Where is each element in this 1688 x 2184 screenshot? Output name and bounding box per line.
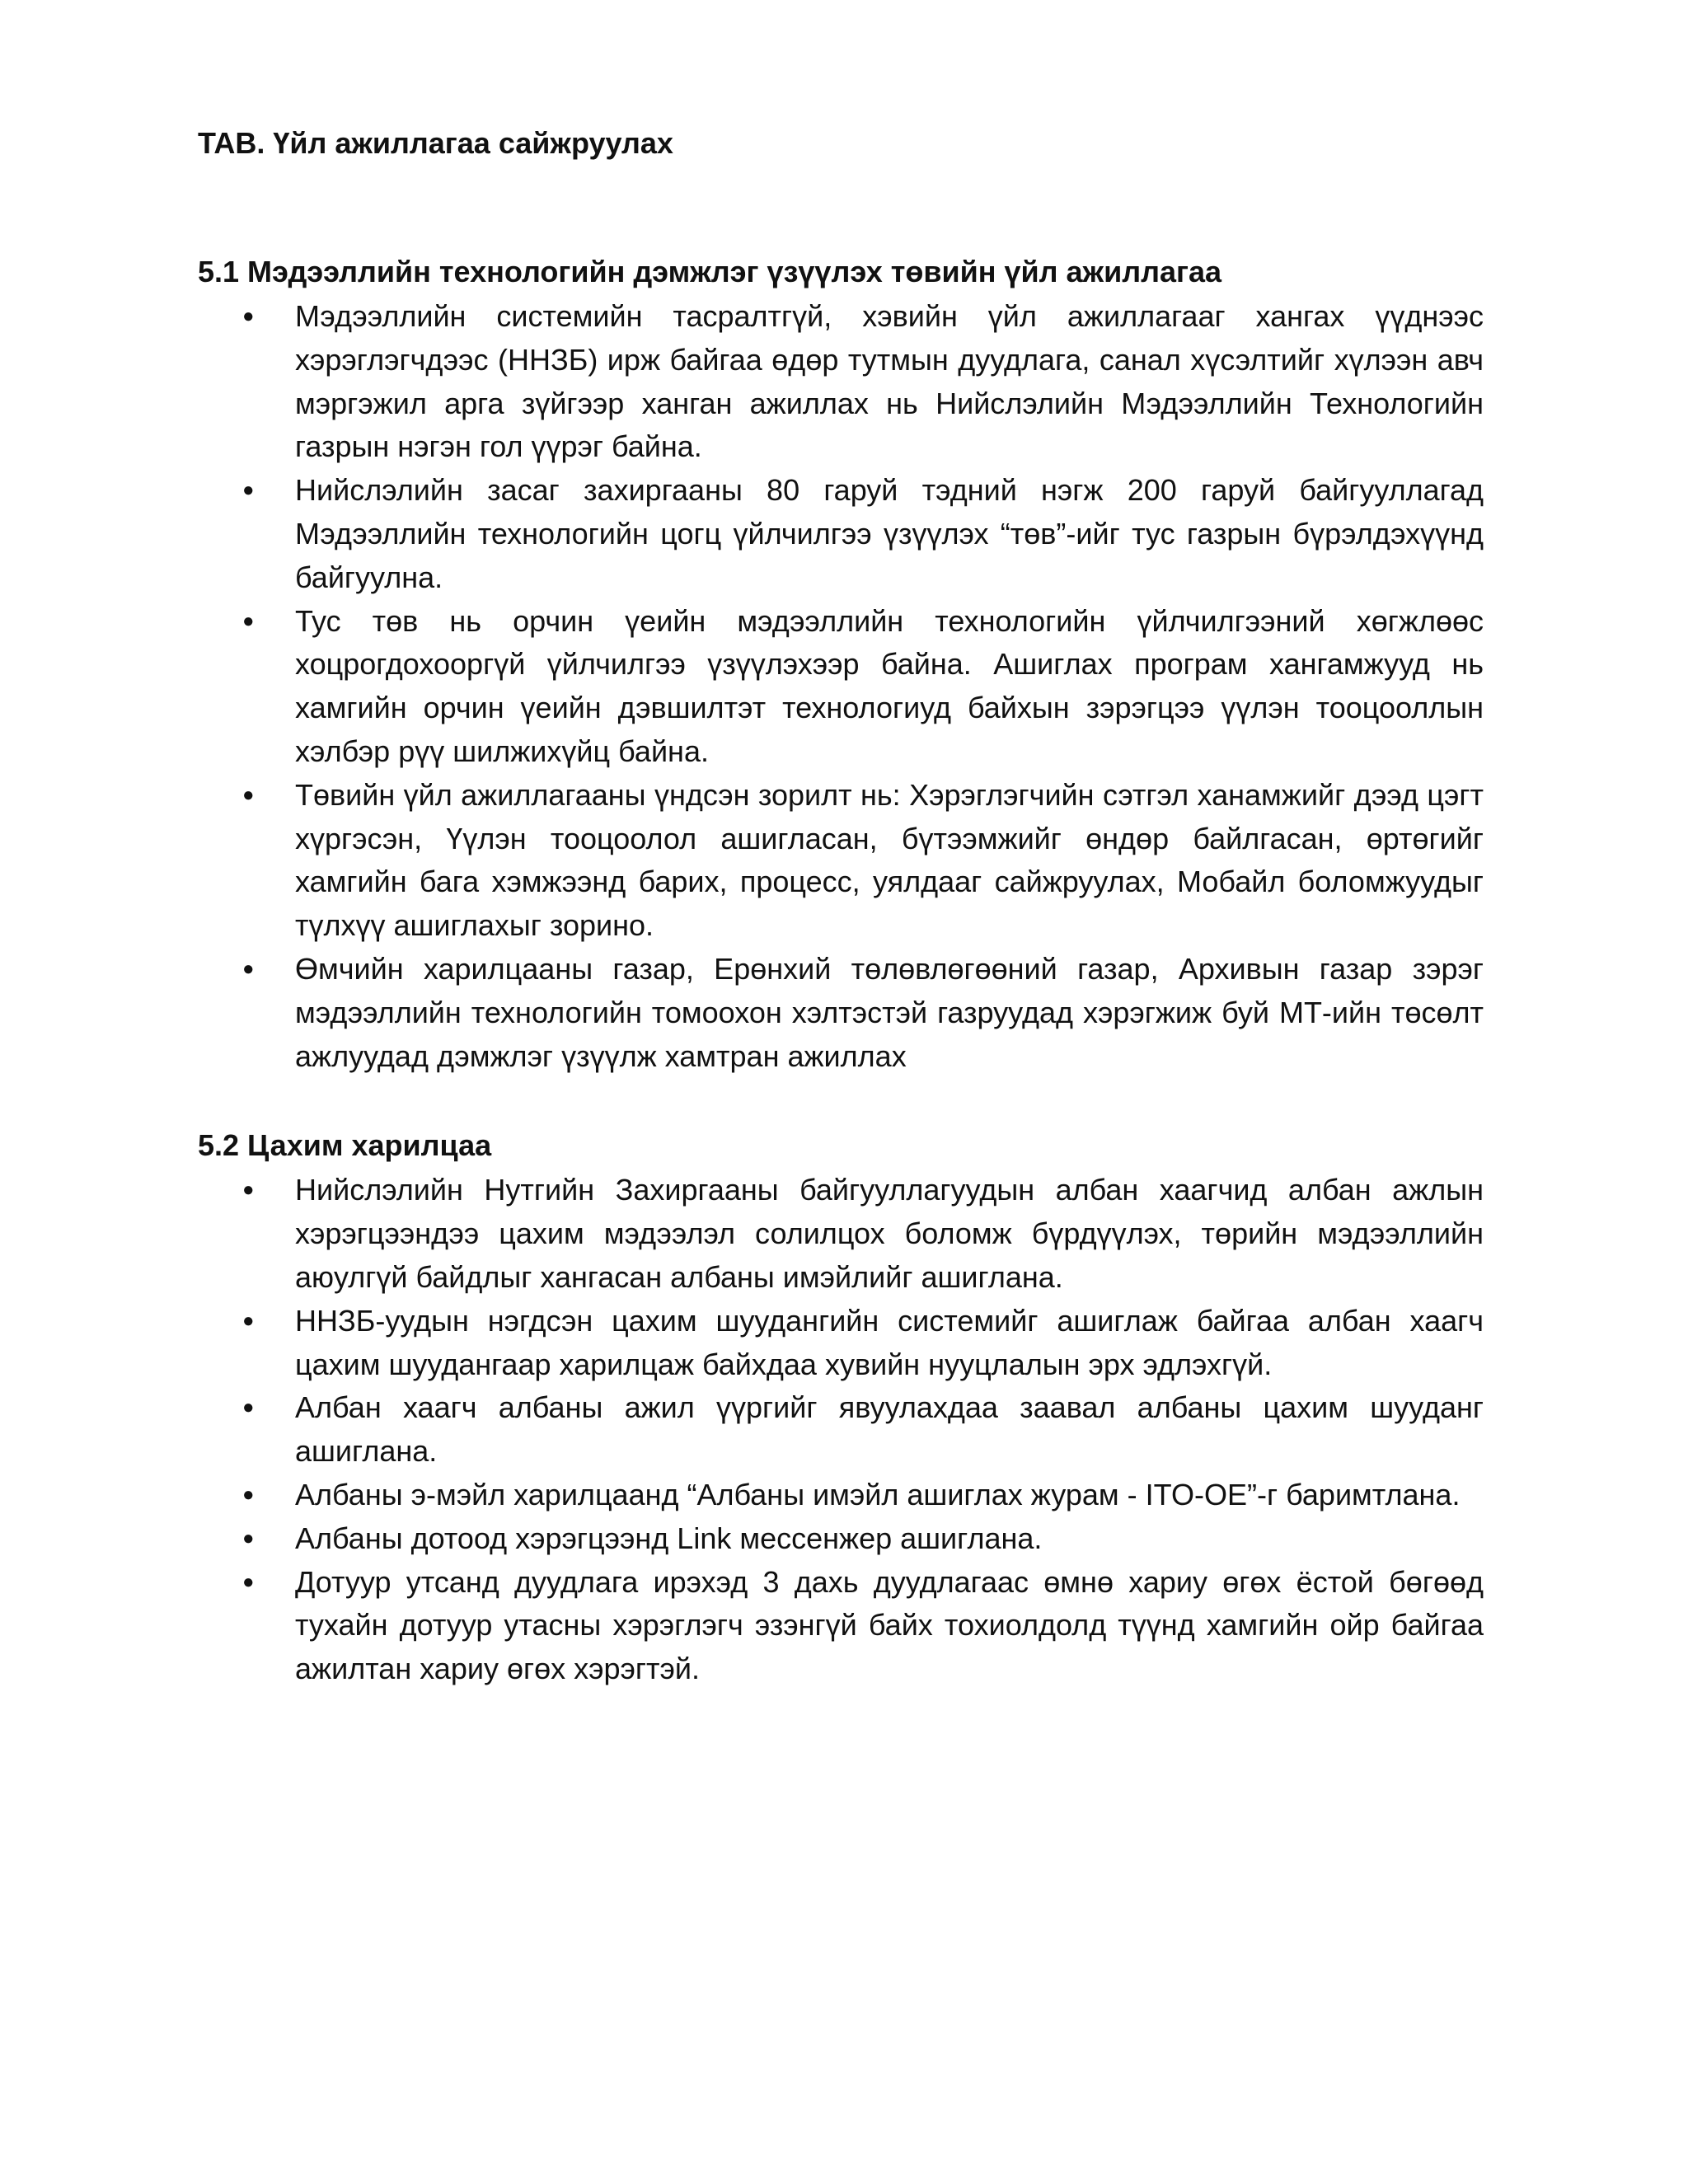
bullet-icon: ● — [242, 305, 255, 327]
bullet-icon: ● — [242, 1396, 255, 1419]
list-item — [242, 774, 1484, 948]
list-item — [242, 295, 1484, 469]
bullet-icon: ● — [242, 957, 255, 980]
list-item-text: ННЗБ-уудын нэгдсэн цахим шуудангийн системийг ашиглаж байгаа албан хаагч цахим шуудангаар харилцаж байхдаа хувийн нууцлалын эрх эдлэхгүй. — [295, 1303, 1484, 1381]
list-item — [242, 1561, 1484, 1691]
section-title: 5.1 Мэдээллийн технологийн дэмжлэг үзүүлэх төвийн үйл ажиллагаа — [198, 255, 1221, 288]
list-item — [242, 1517, 1484, 1561]
list-item-text: Албаны э-мэйл харилцаанд “Албаны имэйл ашиглах журам - ITO-OE”-г баримтлана. — [295, 1477, 1461, 1511]
list-item-text: Тус төв нь орчин үеийн мэдээллийн технологийн үйлчилгээний хөгжлөөс хоцрогдохооргүй үйлчилгээ үзүүлэхээр байна. Ашиглах програм хангамжууд нь хамгийн орчин үеийн дэвшилтэт технологиуд байхын зэрэгцээ үүлэн тооцооллын хэлбэр рүү шилжихүйц байна. — [295, 603, 1484, 768]
document-content — [198, 122, 1484, 1691]
list-item-text: Нийслэлийн засаг захиргааны 80 гаруй тэдний нэгж 200 гаруй байгууллагад Мэдээллийн технологийн цогц үйлчилгээ үзүүлэх “төв”-ийг тус газрын бүрэлдэхүүнд байгуулна. — [295, 473, 1484, 594]
list-item — [242, 1300, 1484, 1387]
bullet-icon: ● — [242, 1309, 255, 1332]
list-item-text: Нийслэлийн Нутгийн Захиргааны байгууллагуудын албан хаагчид албан ажлын хэрэгцээндээ цахим мэдээлэл солилцох боломж бүрдүүлэх, төрийн мэдээллийн аюулгүй байдлыг хангасан албаны имэйлийг ашиглана. — [295, 1173, 1484, 1294]
list-item-text: Дотуур утсанд дуудлага ирэхэд 3 дахь дуудлагаас өмнө хариу өгөх ёстой бөгөөд тухайн дотуур утасны хэрэглэгч эзэнгүй байх тохиолдолд түүнд хамгийн ойр байгаа ажилтан хариу өгөх хэрэгтэй. — [295, 1564, 1484, 1686]
section-title: 5.2 Цахим харилцаа — [198, 1128, 492, 1163]
bullet-icon: ● — [242, 1526, 255, 1549]
bullet-list — [198, 1169, 1484, 1691]
bullet-icon: ● — [242, 609, 255, 632]
bullet-icon: ● — [242, 1179, 255, 1202]
chapter-title: TAB. Үйл ажиллагаа сайжруулах — [198, 126, 673, 160]
bullet-icon: ● — [242, 1483, 255, 1506]
list-item-text: Мэдээллийн системийн тасралтгүй, хэвийн үйл ажиллагааг хангах үүднээс хэрэглэгчдээс (ННЗБ) ирж байгаа өдөр тутмын дуудлага, санал хүсэлтийг хүлээн авч мэргэжил арга зүйгээр ханган ажиллах нь Нийслэлийн Мэдээллийн Технологийн газрын нэгэн гол үүрэг байна. — [295, 299, 1484, 464]
bullet-icon: ● — [242, 1570, 255, 1593]
list-item-text: Өмчийн харилцааны газар, Ерөнхий төлөвлөгөөний газар, Архивын газар зэрэг мэдээллийн технологийн томоохон хэлтэстэй газруудад хэрэгжиж буй МТ-ийн төсөлт ажлуудад дэмжлэг үзүүлж хамтран ажиллах — [295, 951, 1484, 1073]
list-item — [242, 600, 1484, 774]
list-item-text: Албаны дотоод хэрэгцээнд Link мессенжер ашиглана. — [295, 1521, 1043, 1555]
list-item — [242, 948, 1484, 1078]
bullet-icon: ● — [242, 479, 255, 502]
list-item-text: Төвийн үйл ажиллагааны үндсэн зорилт нь: Хэрэглэгчийн сэтгэл ханамжийг дээд цэгт хүргэсэн, Үүлэн тооцоолол ашигласан, бүтээмжийг өндөр байлгасан, өртөгийг хамгийн бага хэмжээнд барих, процесс, уялдааг сайжруулах, Мобайл боломжуудыг түлхүү ашиглахыг зорино. — [295, 777, 1484, 943]
list-item — [242, 1474, 1484, 1517]
bullet-icon: ● — [242, 783, 255, 806]
bullet-list — [198, 295, 1484, 1078]
list-item — [242, 1169, 1484, 1299]
list-item-text: Албан хаагч албаны ажил үүргийг явуулахдаа заавал албаны цахим шууданг ашиглана. — [295, 1390, 1484, 1469]
list-item — [242, 1386, 1484, 1474]
list-item — [242, 469, 1484, 599]
